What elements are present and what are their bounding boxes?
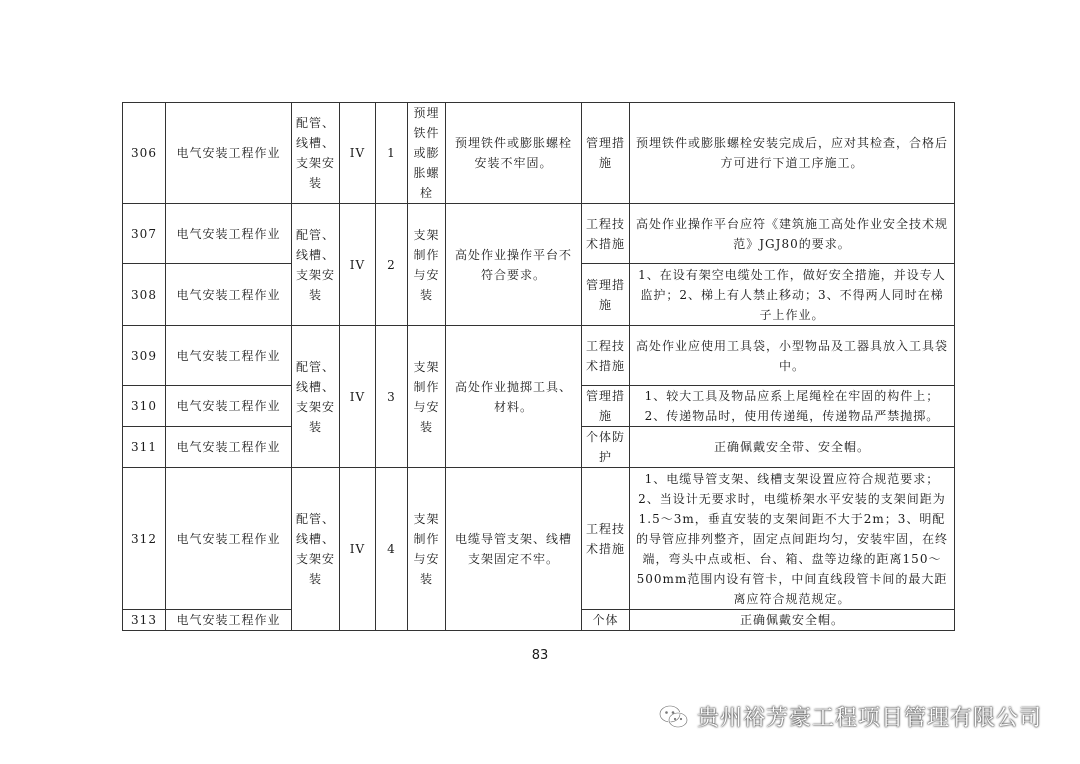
subtask-cell: 配管、线槽、支架安装: [292, 468, 340, 631]
task-cell: 电气安装工程作业: [166, 326, 292, 386]
wechat-icon: [659, 704, 689, 730]
task-cell: 电气安装工程作业: [166, 468, 292, 610]
row-number: 306: [123, 103, 166, 204]
task-cell: 电气安装工程作业: [166, 386, 292, 427]
level-cell: IV: [340, 468, 376, 631]
table-row: [123, 468, 955, 610]
hazard-cell: 高处作业操作平台不符合要求。: [446, 204, 582, 326]
item-cell: 支架制作与安装: [408, 326, 446, 468]
level-cell: IV: [340, 204, 376, 326]
task-cell: 电气安装工程作业: [166, 427, 292, 468]
task-cell: 电气安装工程作业: [166, 610, 292, 631]
measure-type-cell: 个体: [582, 610, 630, 631]
measure-type-cell: 管理措施: [582, 386, 630, 427]
hazard-cell: 预埋铁件或膨胀螺栓安装不牢固。: [446, 103, 582, 204]
measure-cell: 1、较大工具及物品应系上尾绳栓在牢固的构件上；2、传递物品时，使用传递绳，传递物品严禁抛掷。: [630, 386, 955, 427]
watermark-text: 贵州裕芳豪工程项目管理有限公司: [696, 706, 1042, 731]
row-number: 311: [123, 427, 166, 468]
page-number: 83: [531, 648, 549, 663]
index-cell: 1: [376, 103, 408, 204]
item-cell: 预埋铁件或膨胀螺栓: [408, 103, 446, 204]
measure-type-cell: 工程技术措施: [582, 468, 630, 610]
measure-cell: 高处作业操作平台应符《建筑施工高处作业安全技术规范》JGJ80的要求。: [630, 204, 955, 264]
table-row: [123, 326, 955, 386]
item-cell: 支架制作与安装: [408, 468, 446, 631]
table-row: [123, 103, 955, 204]
hazard-cell: 电缆导管支架、线槽支架固定不牢。: [446, 468, 582, 631]
row-number: 309: [123, 326, 166, 386]
measure-cell: 1、电缆导管支架、线槽支架设置应符合规范要求；2、当设计无要求时，电缆桥架水平安装的支架间距为1.5～3m，垂直安装的支架间距不大于2m；3、明配的导管应排列整齐，固定点间距均匀，安装牢固，在终端，弯头中点或柜、台、箱、盘等边缘的距离150～500mm范围内设有管卡，中间直线段管卡间的最大距离应符合规范规定。: [630, 468, 955, 610]
row-number: 307: [123, 204, 166, 264]
measure-type-cell: 管理措施: [582, 103, 630, 204]
subtask-cell: 配管、线槽、支架安装: [292, 103, 340, 204]
subtask-cell: 配管、线槽、支架安装: [292, 326, 340, 468]
level-cell: IV: [340, 103, 376, 204]
row-number: 312: [123, 468, 166, 610]
measure-cell: 正确佩戴安全帽。: [630, 610, 955, 631]
watermark: [659, 701, 1042, 732]
measure-type-cell: 个体防护: [582, 427, 630, 468]
level-cell: IV: [340, 326, 376, 468]
table-row: [123, 204, 955, 264]
measure-type-cell: 工程技术措施: [582, 326, 630, 386]
task-cell: 电气安装工程作业: [166, 264, 292, 326]
index-cell: 4: [376, 468, 408, 631]
row-number: 313: [123, 610, 166, 631]
measure-type-cell: 管理措施: [582, 264, 630, 326]
row-number: 310: [123, 386, 166, 427]
measure-cell: 高处作业应使用工具袋，小型物品及工器具放入工具袋中。: [630, 326, 955, 386]
item-cell: 支架制作与安装: [408, 204, 446, 326]
measure-cell: 正确佩戴安全带、安全帽。: [630, 427, 955, 468]
index-cell: 2: [376, 204, 408, 326]
risk-table: [122, 102, 955, 631]
hazard-cell: 高处作业抛掷工具、材料。: [446, 326, 582, 468]
task-cell: 电气安装工程作业: [166, 204, 292, 264]
measure-type-cell: 工程技术措施: [582, 204, 630, 264]
task-cell: 电气安装工程作业: [166, 103, 292, 204]
measure-cell: 1、在设有架空电缆处工作，做好安全措施，并设专人监护；2、梯上有人禁止移动；3、不得两人同时在梯子上作业。: [630, 264, 955, 326]
row-number: 308: [123, 264, 166, 326]
subtask-cell: 配管、线槽、支架安装: [292, 204, 340, 326]
index-cell: 3: [376, 326, 408, 468]
measure-cell: 预埋铁件或膨胀螺栓安装完成后，应对其检查，合格后方可进行下道工序施工。: [630, 103, 955, 204]
